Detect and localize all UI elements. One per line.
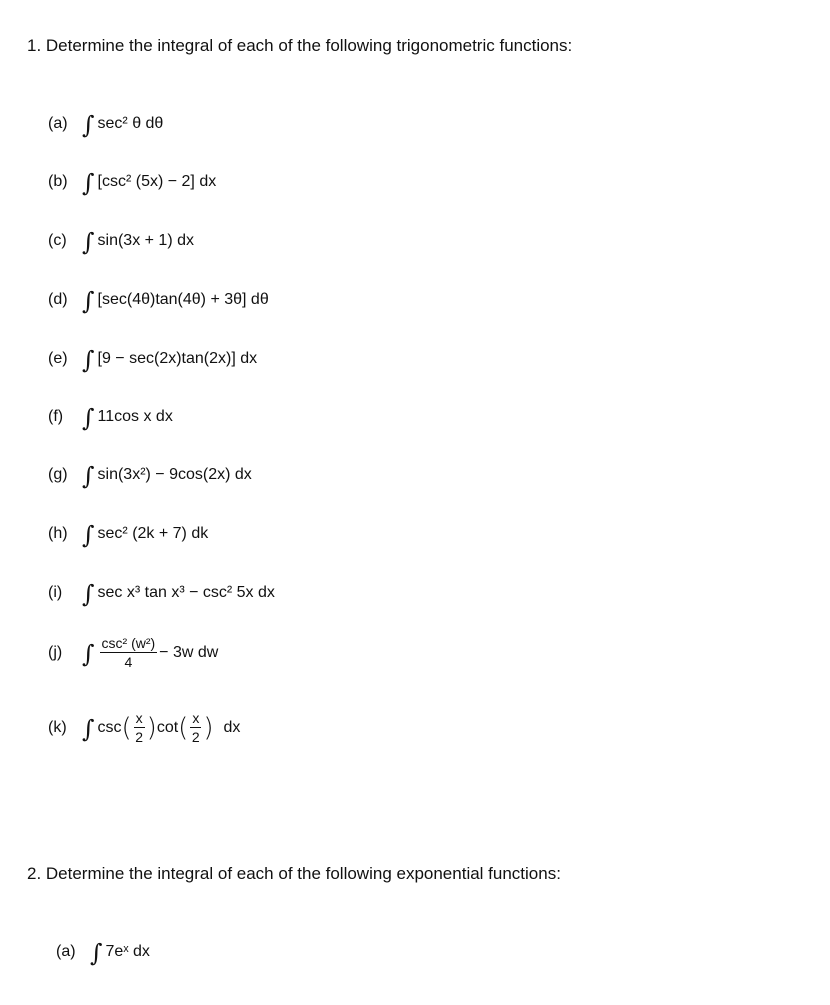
problem-label: (e): [48, 350, 68, 367]
problem-1j: [48, 636, 218, 669]
integral-sign: ∫: [90, 939, 103, 967]
problem-label: (c): [48, 232, 67, 249]
problem-label: (f): [48, 408, 64, 425]
problem-label: (j): [48, 643, 63, 661]
integral-sign: ∫: [82, 169, 95, 197]
problem-1i: [48, 580, 275, 608]
integrand: 7eˣ dx: [105, 943, 150, 960]
integrand: [sec(4θ)tan(4θ) + 3θ] dθ: [97, 291, 269, 308]
problem-1f: [48, 404, 173, 432]
problem-1g: [48, 462, 252, 490]
integrand: 11cos x dx: [97, 408, 173, 425]
csc-function: csc: [97, 718, 122, 736]
problem-label: (i): [48, 584, 63, 601]
integral-sign: ∫: [82, 462, 95, 490]
fraction: [134, 711, 145, 744]
integral-sign: ∫: [82, 287, 95, 315]
problem-label: (g): [48, 466, 68, 483]
integral-sign: ∫: [82, 111, 95, 139]
problem-1b: [48, 169, 217, 197]
integral-sign: ∫: [82, 346, 95, 374]
fraction-numerator: x: [135, 710, 143, 726]
fraction-denominator: 2: [191, 729, 200, 745]
problem-1d: [48, 287, 269, 315]
integrand: sec x³ tan x³ − csc² 5x dx: [97, 584, 275, 601]
fraction: [190, 711, 201, 744]
integrand-rest: − 3w dw: [159, 643, 219, 661]
problem-1h: [48, 521, 209, 549]
cot-argument: [178, 711, 213, 744]
csc-argument: [122, 711, 157, 744]
integral-sign: ∫: [82, 228, 95, 256]
problem-1k: [48, 711, 240, 744]
right-paren: ): [146, 712, 157, 743]
problem-1e: [48, 346, 258, 374]
problem-1a: [48, 111, 164, 139]
differential: dx: [223, 718, 241, 736]
integral-sign: ∫: [82, 521, 95, 549]
problem-2a: [56, 939, 150, 967]
integrand: sin(3x + 1) dx: [97, 232, 194, 249]
fraction: [100, 636, 158, 669]
left-paren: (: [121, 712, 132, 743]
problem-label: (h): [48, 525, 68, 542]
left-paren: (: [178, 712, 189, 743]
integrand: [9 − sec(2x)tan(2x)] dx: [97, 350, 258, 367]
integrand: sec² (2k + 7) dk: [97, 525, 209, 542]
integrand: [csc² (5x) − 2] dx: [97, 173, 217, 190]
section-1-heading: 1. Determine the integral of each of the following trigonometric functions:: [27, 36, 573, 55]
integrand: sec² θ dθ: [97, 115, 164, 132]
problem-label: (b): [48, 173, 68, 190]
cot-function: cot: [156, 718, 179, 736]
fraction-numerator: csc² (w²): [101, 635, 156, 651]
problem-1c: [48, 228, 194, 256]
problem-label: (a): [56, 943, 76, 960]
integral-sign: ∫: [82, 639, 95, 668]
fraction-denominator: 4: [124, 654, 133, 670]
problem-label: (k): [48, 718, 67, 736]
integral-sign: ∫: [82, 404, 95, 432]
fraction-denominator: 2: [135, 729, 144, 745]
problem-label: (a): [48, 115, 68, 132]
right-paren: ): [203, 712, 214, 743]
section-2-heading: 2. Determine the integral of each of the following exponential functions:: [27, 864, 561, 883]
integral-sign: ∫: [82, 580, 95, 608]
problem-label: (d): [48, 291, 68, 308]
integrand: sin(3x²) − 9cos(2x) dx: [97, 466, 252, 483]
fraction-numerator: x: [192, 710, 200, 726]
integral-sign: ∫: [82, 714, 95, 743]
